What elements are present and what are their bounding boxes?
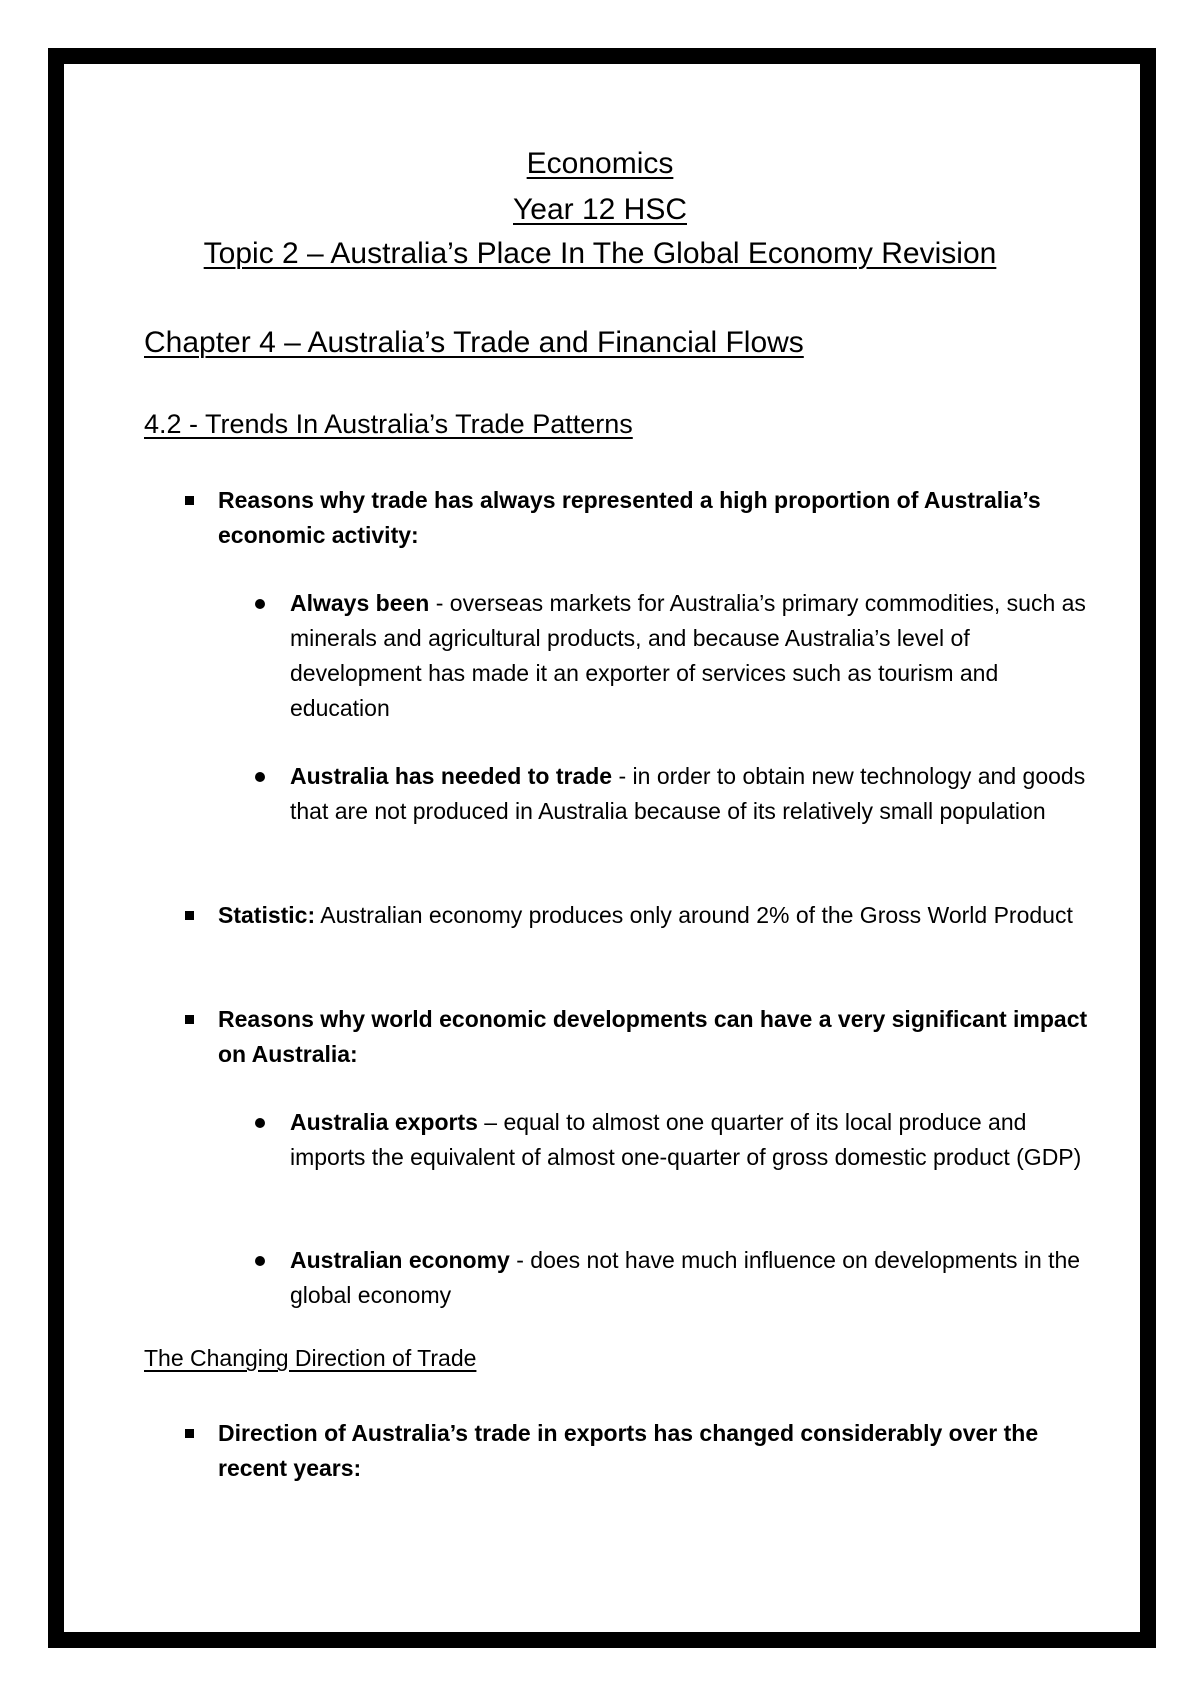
list-item: Reasons why trade has always represented a high proportion of Australia’s economic activity:: [218, 487, 1041, 548]
square-bullet-icon: [185, 911, 194, 920]
square-bullet-icon: [185, 496, 194, 505]
round-bullet-icon: [255, 1256, 265, 1266]
round-bullet-icon: [255, 1118, 265, 1128]
subsection-heading: The Changing Direction of Trade: [144, 1345, 477, 1371]
list-item: Always been - overseas markets for Australia’s primary commodities, such as minerals and agricultural products, and because Australia’s level of development has made it an exporter of services such as tourism and education: [290, 590, 1086, 721]
list-item: Australia exports – equal to almost one quarter of its local produce and imports the equivalent of almost one-quarter of gross domestic product (GDP): [290, 1109, 1082, 1170]
section-heading: 4.2 - Trends In Australia’s Trade Patterns: [144, 409, 633, 439]
page-border: [48, 48, 1156, 1648]
square-bullet-icon: [185, 1429, 194, 1438]
list-item: Statistic: Australian economy produces only around 2% of the Gross World Product: [218, 902, 1073, 928]
list-item: Reasons why world economic developments can have a very significant impact on Australia:: [218, 1006, 1088, 1067]
round-bullet-icon: [255, 599, 265, 609]
square-bullet-icon: [185, 1015, 194, 1024]
list-item: Direction of Australia’s trade in exports has changed considerably over the recent years:: [218, 1420, 1039, 1481]
document-year: Year 12 HSC: [513, 193, 687, 226]
list-item: Australian economy - does not have much influence on developments in the global economy: [290, 1247, 1081, 1308]
round-bullet-icon: [255, 772, 265, 782]
chapter-heading: Chapter 4 – Australia’s Trade and Financial Flows: [144, 326, 804, 359]
list-item: Australia has needed to trade - in order to obtain new technology and goods that are not produced in Australia because of its relatively small population: [290, 763, 1086, 824]
document-title: Economics: [526, 147, 674, 180]
document-topic: Topic 2 – Australia’s Place In The Global Economy Revision: [203, 237, 997, 270]
